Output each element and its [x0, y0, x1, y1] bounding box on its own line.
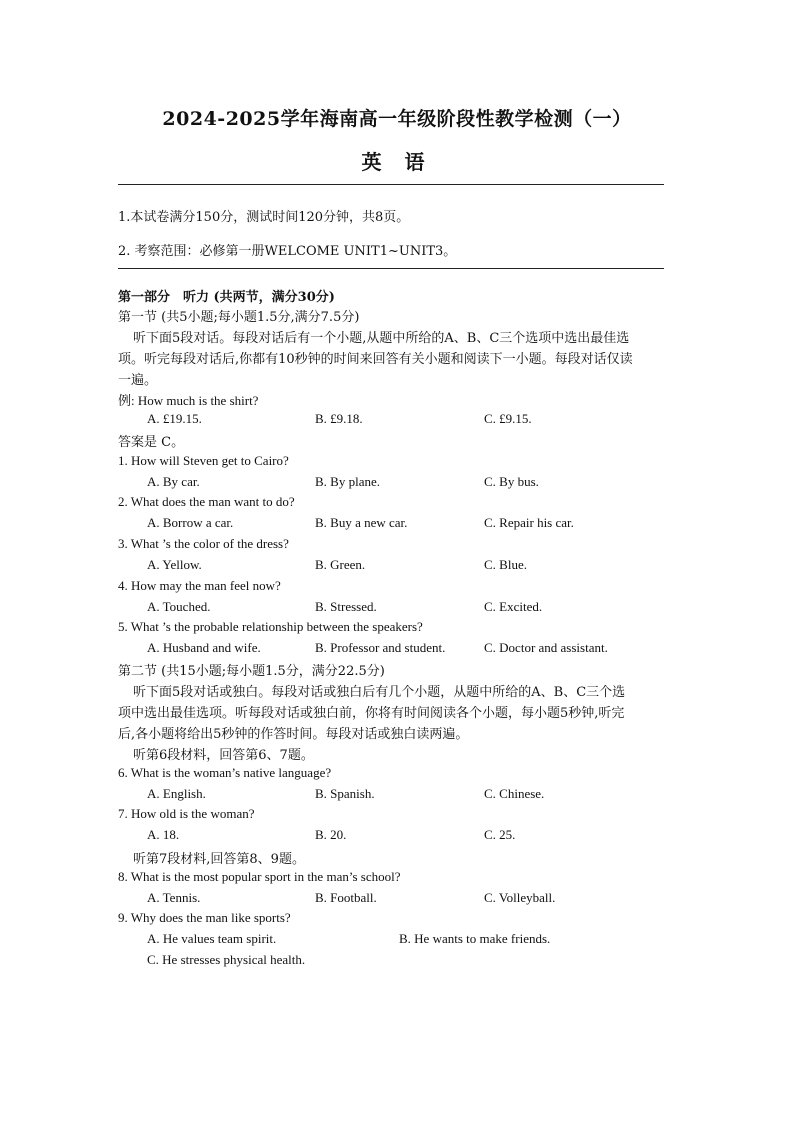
material-6-heading: 听第6段材料，回答第6、7题。 [133, 748, 314, 763]
example-option-a: A. £19.15. [147, 411, 202, 426]
question-5: 5. What ’s the probable relationship between the speakers? [118, 619, 423, 634]
section1-instructions-line1: 听下面5段对话。每段对话后有一个小题,从题中所给的A、B、C三个选项中选出最佳选 [133, 331, 630, 346]
section2-instructions-line2: 项中选出最佳选项。听每段对话或独白前，你将有时间阅读各个小题，每小题5秒钟,听完 [118, 706, 625, 721]
section1-heading: 第一节 (共5小题;每小题1.5分,满分7.5分) [118, 310, 360, 325]
q3-option-c: C. Blue. [484, 557, 527, 572]
question-8: 8. What is the most popular sport in the man’s school? [118, 869, 401, 884]
q6-option-a: A. English. [147, 786, 206, 801]
q4-option-b: B. Stressed. [315, 599, 377, 614]
q3-option-b: B. Green. [315, 557, 366, 572]
subject-title: 英 语 [361, 150, 433, 174]
section2-instructions-line1: 听下面5段对话或独白。每段对话或独白后有几个小题，从题中所给的A、B、C三个选 [133, 685, 626, 700]
example-option-b: B. £9.18. [315, 411, 363, 426]
question-6: 6. What is the woman’s native language? [118, 765, 332, 780]
q8-option-a: A. Tennis. [147, 890, 201, 905]
question-4: 4. How may the man feel now? [118, 578, 281, 593]
q5-option-c: C. Doctor and assistant. [484, 640, 608, 655]
q4-option-c: C. Excited. [484, 599, 543, 614]
q9-option-b: B. He wants to make friends. [399, 931, 551, 946]
q2-option-c: C. Repair his car. [484, 515, 574, 530]
q9-option-c: C. He stresses physical health. [147, 952, 306, 967]
q8-option-c: C. Volleyball. [484, 890, 556, 905]
exam-title: 2024-2025学年海南高一年级阶段性教学检测（一） [162, 108, 632, 130]
q5-option-b: B. Professor and student. [315, 640, 446, 655]
q5-option-a: A. Husband and wife. [147, 640, 261, 655]
q2-option-a: A. Borrow a car. [147, 515, 234, 530]
question-3: 3. What ’s the color of the dress? [118, 536, 289, 551]
q1-option-a: A. By car. [147, 474, 200, 489]
q7-option-b: B. 20. [315, 827, 347, 842]
q4-option-a: A. Touched. [147, 599, 211, 614]
q8-option-b: B. Football. [315, 890, 377, 905]
question-2: 2. What does the man want to do? [118, 494, 295, 509]
question-9: 9. Why does the man like sports? [118, 910, 291, 925]
note-2: 2. 考察范围：必修第一册WELCOME UNIT1~UNIT3。 [118, 244, 457, 259]
q6-option-b: B. Spanish. [315, 786, 375, 801]
q1-option-c: C. By bus. [484, 474, 539, 489]
example-answer: 答案是 C。 [118, 435, 185, 450]
note-1: 1.本试卷满分150分，测试时间120分钟，共8页。 [118, 210, 410, 225]
q7-option-c: C. 25. [484, 827, 516, 842]
section2-heading: 第二节 (共15小题;每小题1.5分，满分22.5分) [118, 664, 385, 679]
q1-option-b: B. By plane. [315, 474, 380, 489]
question-7: 7. How old is the woman? [118, 806, 255, 821]
example-question: 例: How much is the shirt? [118, 393, 259, 408]
part1-heading: 第一部分 听力 (共两节，满分30分) [118, 290, 335, 305]
q9-option-a: A. He values team spirit. [147, 931, 277, 946]
section2-instructions-line3: 后,各小题将给出5秒钟的作答时间。每段对话或独白读两遍。 [118, 727, 469, 742]
material-7-heading: 听第7段材料,回答第8、9题。 [133, 852, 305, 867]
q3-option-a: A. Yellow. [147, 557, 202, 572]
section1-instructions-line2: 项。听完每段对话后,你都有10秒钟的时间来回答有关小题和阅读下一小题。每段对话仅读 [118, 352, 633, 367]
q6-option-c: C. Chinese. [484, 786, 545, 801]
divider-bottom [118, 268, 664, 269]
divider-top [118, 184, 664, 185]
q2-option-b: B. Buy a new car. [315, 515, 408, 530]
example-option-c: C. £9.15. [484, 411, 532, 426]
q7-option-a: A. 18. [147, 827, 180, 842]
section1-instructions-line3: 一遍。 [118, 373, 158, 388]
question-1: 1. How will Steven get to Cairo? [118, 453, 289, 468]
